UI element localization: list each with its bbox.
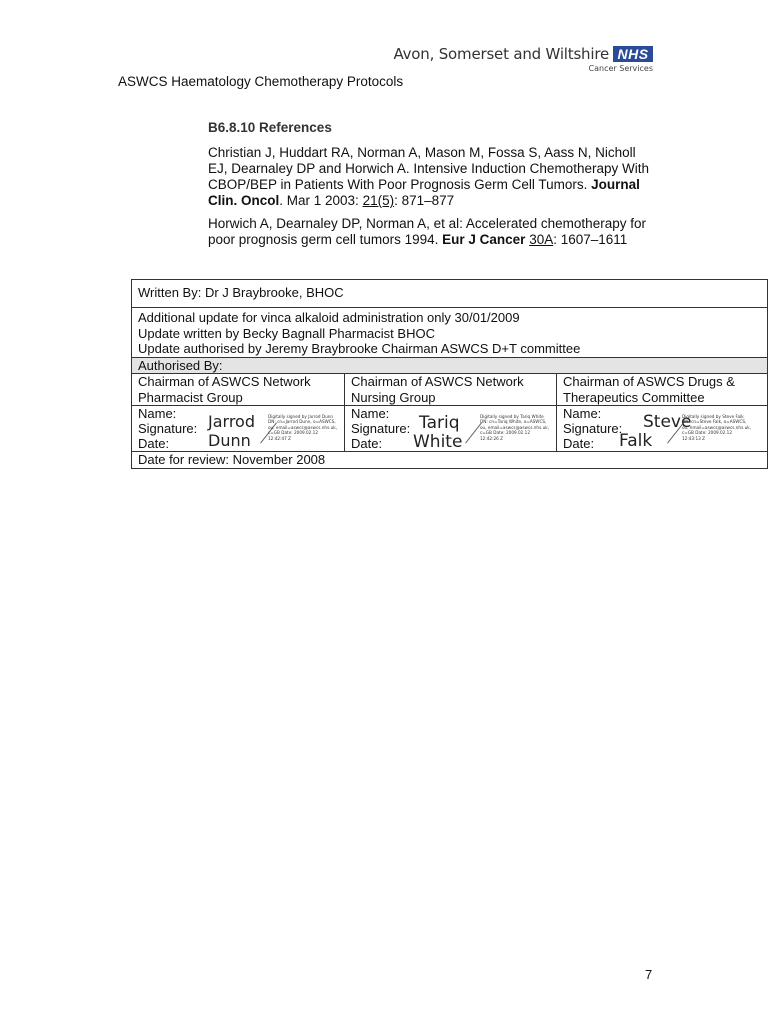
signer-last-name: White — [413, 432, 463, 452]
ref1-authors-title: Christian J, Huddart RA, Norman A, Mason M, Fossa S, Aass N, Nicholl EJ, Dearnaley DP and Horwich A. Intensive Induction Chemotherapy With CBOP/BEP in Patients With Poor Prognosis Germ Cell Tumors. — [208, 145, 649, 192]
signatures-row — [132, 406, 768, 452]
ref2-journal: Eur J Cancer — [442, 232, 526, 247]
title-line: Therapeutics Committee — [563, 389, 705, 405]
signature-cell-nursing — [345, 406, 557, 452]
approval-table — [131, 279, 768, 469]
signer-first-name: Steve — [643, 412, 692, 432]
ref2-volume: 30A — [529, 232, 554, 247]
signature-cell-drugs — [557, 406, 768, 452]
reference-2 — [208, 216, 658, 248]
review-date: Date for review: November 2008 — [132, 452, 768, 469]
update-cell — [132, 308, 768, 358]
update-row — [132, 308, 768, 358]
document-header: ASWCS Haematology Chemotherapy Protocols — [118, 74, 404, 89]
name-label: Name: — [138, 406, 177, 421]
digital-signature-details: Digitally signed by Tariq White DN: cn=Tariq White, o=ASWCS, ou, email=aswcs@aswcs.nhs.uk, c=GB Date: 2009.02.12 12:42:26 Z — [480, 414, 549, 441]
nhs-logo — [393, 43, 653, 83]
signature-cell-pharmacist — [132, 406, 345, 452]
ref2-authors-title: Horwich A, Dearnaley DP, Norman A, et al: Accelerated chemotherapy for poor prognosis germ cell tumors 1994. — [208, 216, 646, 247]
digital-signature-details: Digitally signed by Jarrod Dunn DN: cn=Jarrod Dunn, o=ASWCS, ou, email=aswcs@aswcs.nhs.uk, c=GB Date: 2009.02.12 12:42:47 Z — [268, 414, 337, 441]
digital-signature-details: Digitally signed by Steve Falk DN: cn=Steve Falk, o=ASWCS, ou, email=aswcs@aswcs.nhs.uk, c=GB Date: 2009.02.12 12:43:13 Z — [682, 414, 751, 441]
authorised-by-row — [132, 357, 768, 374]
page-number: 7 — [645, 967, 653, 982]
title-line: Chairman of ASWCS Network — [138, 374, 311, 389]
ref1-volume: 21(5) — [362, 193, 395, 208]
ref2-pages: : 1607–1611 — [553, 232, 628, 247]
name-label: Name: — [351, 406, 390, 421]
signer-first-name: Jarrod — [208, 412, 255, 431]
date-label: Date: — [563, 436, 595, 451]
signatory-title-nursing — [345, 374, 557, 406]
logo-org-name: Avon, Somerset and Wiltshire — [393, 45, 609, 63]
ref1-pages: : 871–877 — [394, 193, 455, 208]
date-label: Date: — [351, 436, 383, 451]
logo-subtitle: Cancer Services — [588, 64, 653, 73]
nhs-badge: NHS — [613, 46, 653, 62]
name-label: Name: — [563, 406, 602, 421]
title-line: Chairman of ASWCS Network — [351, 374, 524, 389]
update-line-1: Additional update for vinca alkaloid administration only 30/01/2009 — [138, 310, 520, 325]
update-line-2: Update written by Becky Bagnall Pharmacist BHOC — [138, 325, 435, 341]
ref1-date: . Mar 1 2003: — [279, 193, 363, 208]
references-heading: B6.8.10 References — [208, 120, 332, 135]
signer-last-name: Falk — [619, 431, 653, 451]
signer-first-name: Tariq — [419, 413, 460, 433]
reference-1 — [208, 145, 658, 209]
signatory-title-pharmacist — [132, 374, 345, 406]
signature-label: Signature: — [563, 421, 623, 436]
written-by-row — [132, 280, 768, 308]
signature-label: Signature: — [138, 421, 198, 436]
signatory-titles-row — [132, 374, 768, 406]
signature-label: Signature: — [351, 421, 411, 436]
authorised-by: Authorised By: — [132, 357, 768, 374]
title-line: Nursing Group — [351, 389, 436, 405]
title-line: Pharmacist Group — [138, 389, 243, 405]
review-date-row — [132, 452, 768, 469]
ref1-journal: Journal Clin. Oncol — [208, 177, 640, 208]
update-line-3: Update authorised by Jeremy Braybrooke Chairman ASWCS D+T committee — [138, 341, 581, 356]
title-line: Chairman of ASWCS Drugs & — [563, 374, 735, 389]
signer-last-name: Dunn — [208, 431, 251, 450]
date-label: Date: — [138, 436, 170, 451]
written-by: Written By: Dr J Braybrooke, BHOC — [132, 280, 768, 308]
signatory-title-drugs — [557, 374, 768, 406]
